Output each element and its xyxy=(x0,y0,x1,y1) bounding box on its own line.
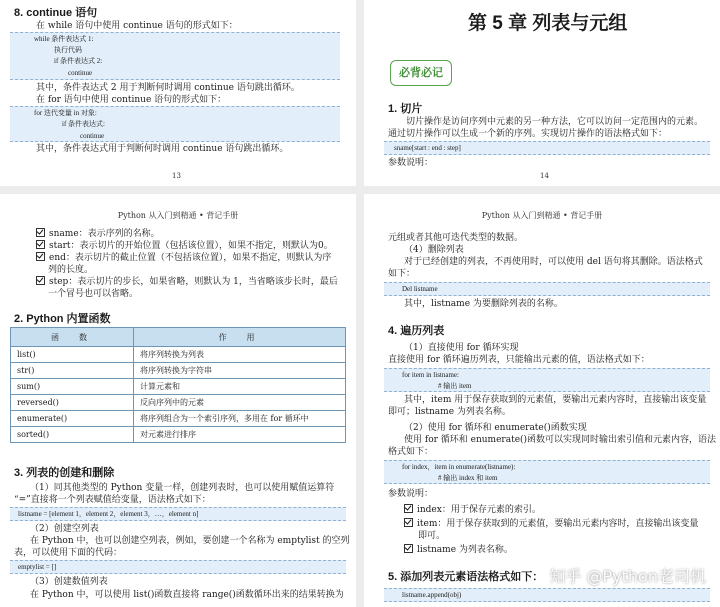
paragraph: 其中，条件表达式用于判断何时调用 continue 语句跳出循环。 xyxy=(36,144,289,154)
paragraph: 格式如下： xyxy=(388,447,434,457)
code-block xyxy=(10,106,340,142)
list-item: end：表示切片的截止位置（不包括该位置），如果不指定，则默认为序 xyxy=(36,252,331,264)
page-number: 14 xyxy=(540,172,549,180)
checkbox-icon xyxy=(36,228,45,237)
code-line: for item in listname: xyxy=(402,371,459,379)
code-block xyxy=(384,282,710,296)
table-row: enumerate() 将序列组合为一个索引序列，多用在 for 循环中 xyxy=(11,411,346,427)
code-line: Del listname xyxy=(402,285,438,293)
checkbox-icon xyxy=(36,252,45,261)
paragraph: 参数说明： xyxy=(388,489,434,499)
list-item-continued: 即可。 xyxy=(418,531,446,541)
code-line: listname.append(obj) xyxy=(402,591,462,599)
paragraph: 元组或者其他可迭代类型的数据。 xyxy=(388,233,524,243)
code-block xyxy=(10,560,346,574)
page-13 xyxy=(0,0,356,186)
list-item-continued: 一个冒号也可以省略。 xyxy=(48,289,139,299)
paragraph: 在 Python 中，也可以创建空列表，例如，要创建一个名称为 emptylist 的空列 xyxy=(30,536,350,546)
section-heading: 8. continue 语句 xyxy=(14,7,98,19)
code-line: 执行代码 xyxy=(54,46,82,54)
code-line: if 条件表达式 2: xyxy=(54,57,103,65)
paragraph: 使用 for 循环和 enumerate()函数可以实现同时输出索引值和元素内容，语法 xyxy=(404,435,717,445)
table-row: sum() 计算元素和 xyxy=(11,379,346,395)
watermark: 知乎 @Python老司机 xyxy=(549,567,706,586)
paragraph: 对于已经创建的列表，不再使用时，可以使用 del 语句将其删除。语法格式 xyxy=(404,257,703,267)
section-heading: 2. Python 内置函数 xyxy=(14,313,111,325)
code-line: # 输出 index 和 item xyxy=(438,474,498,482)
code-line: for index，item in enumerate(listname): xyxy=(402,463,516,471)
paragraph: （4）删除列表 xyxy=(404,245,464,255)
code-line: for 迭代变量 in 对象: xyxy=(34,109,97,117)
paragraph: 如下： xyxy=(388,269,416,279)
code-block xyxy=(10,507,346,521)
list-item: start：表示切片的开始位置（包括该位置），如果不指定，则默认为0。 xyxy=(36,240,333,252)
paragraph: （3）创建数值列表 xyxy=(30,577,108,587)
function-table xyxy=(10,327,346,443)
running-head: Python 从入门到精通 • 背记手册 xyxy=(481,211,603,220)
page-lower-left xyxy=(0,194,356,607)
section-heading: 1. 切片 xyxy=(388,103,423,115)
code-line: continue xyxy=(80,132,105,140)
paragraph: “=”直接将一个列表赋值给变量，语法格式如下： xyxy=(14,495,211,505)
table-row: list() 将序列转换为列表 xyxy=(11,347,346,363)
checkbox-icon xyxy=(36,240,45,249)
section-heading: 4. 遍历列表 xyxy=(388,325,445,337)
list-item: listname 为列表名称。 xyxy=(404,544,513,556)
code-line: if 条件表达式: xyxy=(62,120,105,128)
table-row: reversed() 反向序列中的元素 xyxy=(11,395,346,411)
checkbox-icon xyxy=(404,544,413,553)
page-number: 13 xyxy=(172,172,181,180)
list-item-continued: 列的长度。 xyxy=(48,265,94,275)
code-line: sname[start : end : step] xyxy=(394,144,461,152)
paragraph: 表，可以使用下面的代码： xyxy=(14,548,123,558)
paragraph: 其中，item 用于保存获取到的元素值，要输出元素内容时，直接输出该变量 xyxy=(404,395,707,405)
chapter-title: 第 5 章 列表与元组 xyxy=(468,13,628,34)
code-line: emptylist = [] xyxy=(18,563,57,571)
code-line: # 输出 item xyxy=(438,382,472,390)
page-lower-right xyxy=(364,194,720,607)
checkbox-icon xyxy=(404,504,413,513)
paragraph: 在 while 语句中使用 continue 语句的形式如下： xyxy=(36,21,238,31)
running-head: Python 从入门到精通 • 背记手册 xyxy=(117,211,239,220)
list-item: index：用于保存元素的索引。 xyxy=(404,504,541,516)
paragraph: 通过切片操作可以生成一个新的序列。实现切片操作的语法格式如下： xyxy=(388,129,668,139)
paragraph: 直接使用 for 循环遍历列表，只能输出元素的值，语法格式如下： xyxy=(388,355,650,365)
section-heading: 3. 列表的创建和删除 xyxy=(14,467,115,479)
paragraph: （2）使用 for 循环和 enumerate()函数实现 xyxy=(404,423,587,433)
paragraph: 其中，listname 为要删除列表的名称。 xyxy=(404,299,563,309)
table-header: 作 用 xyxy=(134,328,346,347)
checkbox-icon xyxy=(36,276,45,285)
badge: 必背必记 xyxy=(390,60,452,86)
paragraph: 即可；listname 为列表名称。 xyxy=(388,407,511,417)
list-item: step：表示切片的步长，如果省略，则默认为 1，当省略该步长时，最后 xyxy=(36,276,338,288)
section-heading: 5. 添加列表元素语法格式如下： xyxy=(388,571,544,583)
checkbox-icon xyxy=(404,518,413,527)
paragraph: 其中，条件表达式 2 用于判断何时调用 continue 语句跳出循环。 xyxy=(36,83,300,93)
code-line: continue xyxy=(68,69,93,77)
list-item: item：用于保存获取到的元素值，要输出元素内容时，直接输出该变量 xyxy=(404,518,698,530)
code-block xyxy=(384,588,710,602)
code-block xyxy=(384,368,710,392)
code-block xyxy=(384,141,710,155)
table-header: 函 数 xyxy=(11,328,134,347)
paragraph: 切片操作是访问序列中元素的另一种方法，它可以访问一定范围内的元素。 xyxy=(406,117,704,127)
paragraph: 参数说明： xyxy=(388,158,434,168)
paragraph: （1）同其他类型的 Python 变量一样，创建列表时，也可以使用赋值运算符 xyxy=(30,483,335,493)
code-block xyxy=(10,32,340,80)
code-block xyxy=(384,460,710,484)
paragraph: 在 Python 中，可以使用 list()函数直接将 range()函数循环出来的结果转换为 xyxy=(30,590,344,600)
page-14 xyxy=(364,0,720,186)
table-row: str() 将序列转换为字符串 xyxy=(11,363,346,379)
paragraph: （1）直接使用 for 循环实现 xyxy=(404,343,519,353)
code-line: listname = [element 1，element 2，element 3，…，element n] xyxy=(18,510,199,518)
code-line: while 条件表达式 1: xyxy=(34,35,94,43)
table-row: sorted() 对元素进行排序 xyxy=(11,427,346,443)
paragraph: 在 for 语句中使用 continue 语句的形式如下： xyxy=(36,95,227,105)
list-item: sname：表示序列的名称。 xyxy=(36,228,160,240)
paragraph: （2）创建空列表 xyxy=(30,524,99,534)
